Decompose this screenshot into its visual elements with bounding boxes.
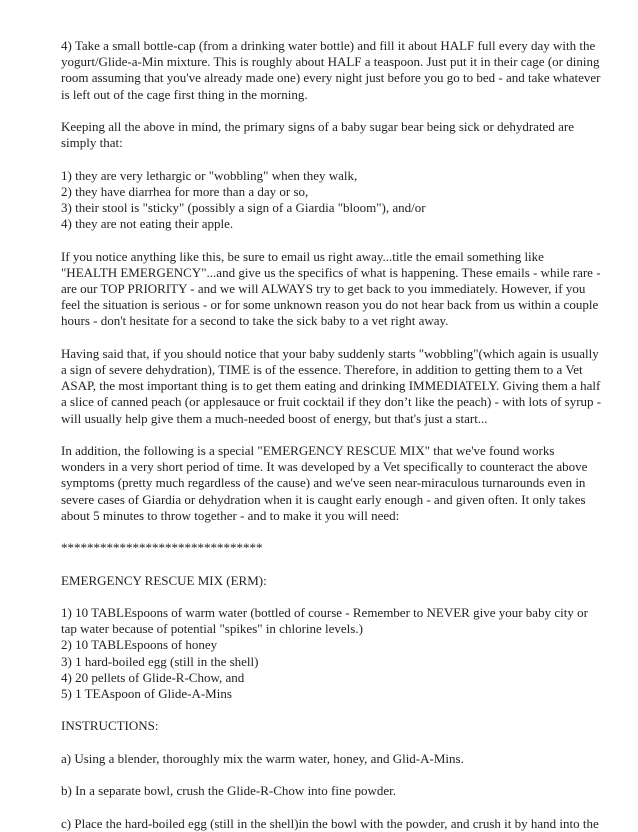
text-line: room assuming that you've already made one) every night just before you go to bed - and take whatever (61, 70, 601, 86)
paragraph (61, 38, 601, 103)
paragraph (61, 783, 584, 799)
text-line: Keeping all the above in mind, the primary signs of a baby sugar bear being sick or dehydrated are (61, 119, 574, 134)
text-line: a) Using a blender, thoroughly mix the warm water, honey, and Glid-A-Mins. (61, 750, 464, 766)
text-line: c) Place the hard-boiled egg (still in the shell)in the bowl with the powder, and crush it by hand into the (61, 815, 599, 831)
text-line: 2) 10 TABLEspoons of honey (61, 637, 218, 653)
paragraph (61, 443, 588, 524)
paragraph (61, 718, 584, 734)
text-line: yogurt/Glide-a-Min mixture. This is roughly about HALF a teaspoon. Just put it in their cage (or dining (61, 54, 600, 70)
text-line: symptoms (pretty much regardless of the cause) and we've seen near-miraculous turnarounds even in (61, 475, 586, 491)
text-line: If you notice anything like this, be sure to email us right away...title the email something like (61, 248, 544, 264)
text-line: b) In a separate bowl, crush the Glide-R-Chow into fine powder. (61, 783, 397, 799)
text-line: will usually help give them a much-needed boost of energy, but that's just a start... (61, 410, 488, 426)
text-line: EMERGENCY RESCUE MIX (ERM): (61, 572, 267, 588)
text-line: ASAP, the most important thing is to get them eating and drinking IMMEDIATELY. Giving them a half (61, 378, 601, 394)
text-line: 4) Take a small bottle-cap (from a drinking water bottle) and fill it about HALF full every day with the (61, 38, 596, 53)
text-line: Having said that, if you should notice that your baby suddenly starts "wobbling"(which again is usually (61, 345, 599, 361)
text-line: is left out of the cage first thing in the morning. (61, 86, 308, 102)
text-line: 1) they are very lethargic or "wobbling" when they walk, (61, 167, 358, 183)
text-line: feel the situation is serious - or for some unknown reason you do not hear back from us within a couple (61, 297, 599, 313)
text-line: a slice of canned peach (or applesauce or fruit cocktail if they don’t like the peach) - with lots of syrup - (61, 394, 602, 410)
text-line: simply that: (61, 135, 123, 151)
text-line: 4) they are not eating their apple. (61, 216, 234, 232)
paragraph (61, 119, 584, 151)
text-line: "HEALTH EMERGENCY"...and give us the specifics of what is happening. These emails - while rare - (61, 264, 601, 280)
paragraph (61, 573, 584, 589)
text-line: hours - don't hesitate for a second to take the sick baby to a vet right away. (61, 313, 449, 329)
text-line: tap water because of potential "spikes" in chlorine levels.) (61, 621, 363, 637)
paragraph (61, 604, 588, 702)
text-line: severe cases of Giardia or dehydration when it is caught early enough - and given often. It only takes (61, 491, 586, 507)
paragraph (61, 345, 602, 427)
text-line: 2) they have diarrhea for more than a day or so, (61, 183, 309, 199)
text-line: 1) 10 TABLEspoons of warm water (bottled of course - Remember to NEVER give your baby city or (61, 604, 588, 620)
text-line: 3) 1 hard-boiled egg (still in the shell) (61, 653, 259, 669)
text-line: ******************************* (61, 540, 263, 556)
text-line: a sign of severe dehydration), TIME is of the essence. Therefore, in addition to getting them to a Vet (61, 362, 583, 377)
text-line: are our TOP PRIORITY - and we will ALWAYS try to get back to you immediately. However, if you (61, 281, 586, 296)
paragraph (61, 815, 599, 832)
document-body (61, 38, 602, 832)
text-line: 3) their stool is "sticky" (possibly a sign of a Giardia "bloom"), and/or (61, 200, 426, 215)
text-line: 4) 20 pellets of Glide-R-Chow, and (61, 669, 245, 685)
paragraph (61, 540, 584, 556)
text-line: about 5 minutes to throw together - and to make it you will need: (61, 507, 400, 523)
text-line: 5) 1 TEAspoon of Glide-A-Mins (61, 686, 232, 701)
text-line: wonders in a very short period of time. It was developed by a Vet specifically to counteract the above (61, 459, 588, 475)
paragraph (61, 248, 601, 330)
paragraph (61, 168, 584, 233)
text-line: INSTRUCTIONS: (61, 718, 159, 734)
text-line: In addition, the following is a special "EMERGENCY RESCUE MIX" that we've found works (61, 443, 555, 458)
paragraph (61, 751, 584, 767)
